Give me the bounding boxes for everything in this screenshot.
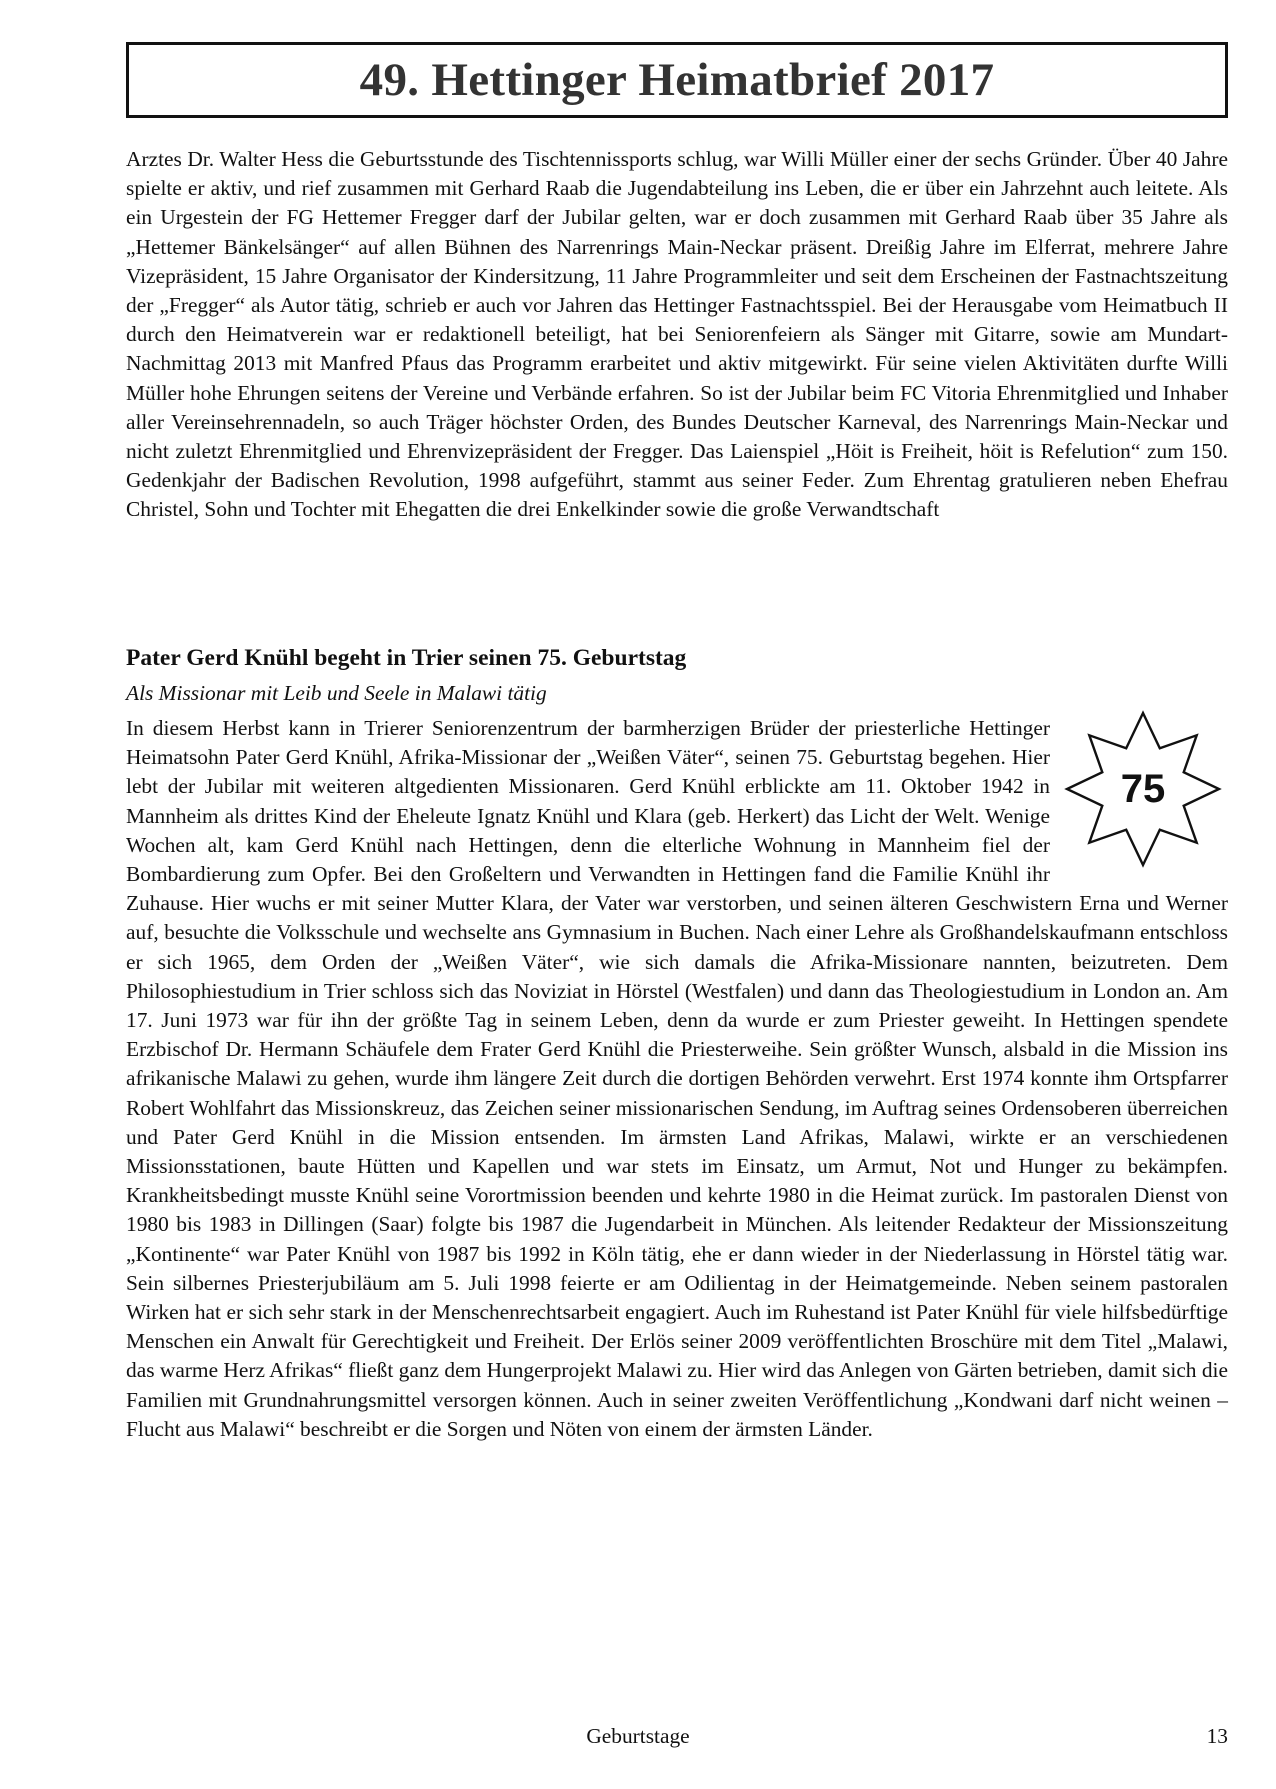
page-title: 49. Hettinger Heimatbrief 2017 bbox=[359, 54, 995, 106]
page-number: 13 bbox=[1206, 1724, 1228, 1748]
badge-number: 75 bbox=[1120, 766, 1166, 811]
section-subtitle: Als Missionar mit Leib und Seele in Malawi tätig bbox=[126, 681, 547, 705]
knuehl-paragraph: In diesem Herbst kann in Trierer Seniorenzentrum der barmherzigen Brüder der priesterliche Hettinger Heimatsohn Pater Gerd Knühl, Afrika-Missionar der „Weißen Väter“, seinen 75. Geburtstag begehen. Hier lebt der Jubilar mit weiteren altgedienten Missionaren. Gerd Knühl erblickte am 11. Oktober 1942 in Mannheim als drittes Kind der Eheleute Ignatz Knühl und Klara (geb. Herkert) das Licht der Welt. Wenige Wochen alt, kam Gerd Knühl nach Hettingen, denn die elterliche Wohnung in Mannheim fiel der Bombardierung zum Opfer. Bei den Großeltern und Verwandten in Hettingen fand die Familie Knühl ihr Zuhause. Hier wuchs er mit seiner Mutter Klara, der Vater war verstorben, und seinen älteren Geschwistern Erna und Werner auf, besuchte die Volksschule und wechselte ans Gymnasium in Buchen. Nach einer Lehre als Großhandelskaufmann entschloss er sich 1965, dem Orden der „Weißen Väter“, wie sich damals die Afrika-Missionare nannten, beizutreten. Dem Philosophiestudium in Trier schloss sich das Noviziat in Hörstel (Westfalen) und dann das Theologiestudium in London an. Am 17. Juni 1973 war für ihn der größte Tag in seinem Leben, denn da wurde er zum Priester geweiht. In Hettingen spendete Erzbischof Dr. Hermann Schäufele dem Frater Gerd Knühl die Priesterweihe. Sein größter Wunsch, alsbald in die Mission ins afrikanische Malawi zu gehen, wurde ihm längere Zeit durch die dortigen Behörden verwehrt. Erst 1974 konnte ihm Ortspfarrer Robert Wohlfahrt das Missionskreuz, das Zeichen seiner missionarischen Sendung, im Auftrag seines Ordensoberen überreichen und Pater Gerd Knühl in die Mission entsenden. Im ärmsten Land Afrikas, Malawi, wirkte er an verschiedenen Missionsstationen, baute Hütten und Kapellen und war stets im Einsatz, um Armut, Not und Hunger zu bekämpfen. Krankheitsbedingt musste Knühl seine Vorortmission beenden und kehrte 1980 in die Heimat zurück. Im pastoralen Dienst von 1980 bis 1983 in Dillingen (Saar) folgte bis 1987 die Jugendarbeit in München. Als leitender Redakteur der Missionszeitung „Kontinente“ war Pater Knühl von 1987 bis 1992 in Köln tätig, ehe er dann wieder in der Niederlassung in Hörstel tätig war. Sein silbernes Priesterjubiläum am 5. Juli 1998 feierte er am Odilientag in der Heimatgemeinde. Neben seinem pastoralen Wirken hat er sich sehr stark in der Menschenrechtsarbeit engagiert. Auch im Ruhestand ist Pater Knühl für viele hilfsbedürftige Menschen ein Anwalt für Gerechtigkeit und Freiheit. Der Erlös seiner 2009 veröffentlichten Broschüre mit dem Titel „Malawi, das warme Herz Afrikas“ fließt ganz dem Hungerprojekt Malawi zu. Hier wird das Anlegen von Gärten betrieben, damit sich die Familien mit Grundnahrungsmittel versorgen können. Auch in seiner zweiten Veröffentlichung „Kondwani darf nicht weinen – Flucht aus Malawi“ beschreibt er die Sorgen und Nöten von einem der ärmsten Länder. bbox=[126, 716, 1228, 1441]
footer-section-label: Geburtstage bbox=[586, 1724, 690, 1748]
anniversary-badge bbox=[1058, 708, 1228, 870]
intro-paragraph: Arztes Dr. Walter Hess die Geburtsstunde des Tischtennissports schlug, war Willi Müller einer der sechs Gründer. Über 40 Jahre spielte er aktiv, und rief zusammen mit Gerhard Raab die Jugendabteilung ins Leben, die er über ein Jahrzehnt auch leitete. Als ein Urgestein der FG Hettemer Fregger darf der Jubilar gelten, war er doch zusammen mit Gerhard Raab über 35 Jahre als „Hettemer Bänkelsänger“ auf allen Bühnen des Narrenrings Main-Neckar präsent. Dreißig Jahre im Elferrat, mehrere Jahre Vizepräsident, 15 Jahre Organisator der Kindersitzung, 11 Jahre Programmleiter und seit dem Erscheinen der Fastnachtszeitung der „Fregger“ als Autor tätig, schrieb er auch vor Jahren das Hettinger Fastnachtsspiel. Bei der Herausgabe vom Heimatbuch II durch den Heimatverein war er redaktionell beteiligt, hat bei Seniorenfeiern als Sänger mit Gitarre, sowie am Mundart-Nachmittag 2013 mit Manfred Pfaus das Programm erarbeitet und aktiv mitgewirkt. Für seine vielen Aktivitäten durfte Willi Müller hohe Ehrungen seitens der Vereine und Verbände erfahren. So ist der Jubilar beim FC Vitoria Ehrenmitglied und Inhaber aller Vereinsehrennadeln, so auch Träger höchster Orden, des Bundes Deutscher Karneval, des Narrenrings Main-Neckar und nicht zuletzt Ehrenmitglied und Ehrenvizepräsident der Fregger. Das Laienspiel „Höit is Freiheit, höit is Refelution“ zum 150. Gedenkjahr der Badischen Revolution, 1998 aufgeführt, stammt aus seiner Feder. Zum Ehrentag gratulieren neben Ehefrau Christel, Sohn und Tochter mit Ehegatten die drei Enkelkinder sowie die große Verwandtschaft bbox=[126, 147, 1228, 522]
header-box bbox=[126, 42, 1228, 118]
section-title: Pater Gerd Knühl begeht in Trier seinen 75. Geburtstag bbox=[126, 645, 687, 671]
